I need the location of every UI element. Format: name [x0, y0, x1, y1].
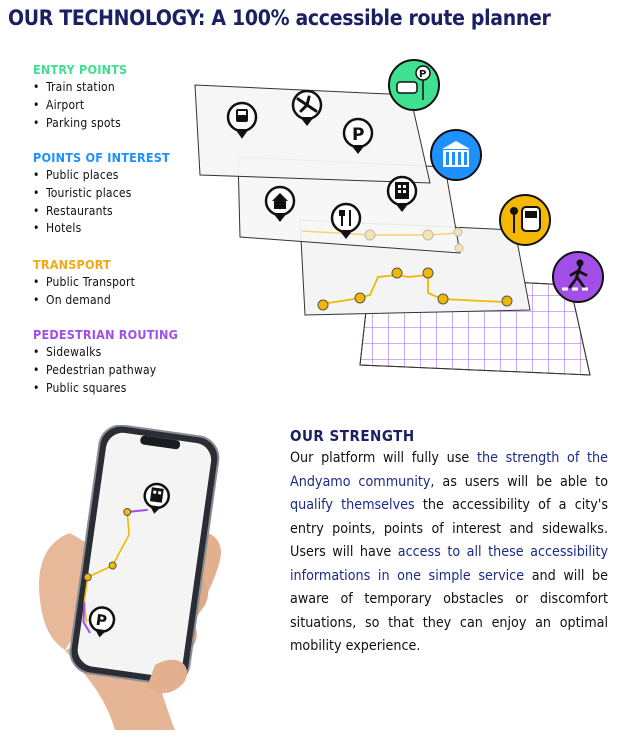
- list-item: • Pedestrian pathway: [33, 362, 178, 380]
- highlight-text: qualify themselves: [290, 497, 415, 513]
- route-point: [438, 294, 448, 304]
- category-entry-points: [33, 62, 127, 132]
- pedestrian-crossing-icon: [553, 252, 603, 302]
- strength-paragraph: [290, 447, 608, 659]
- category-heading: PEDESTRIAN ROUTING: [33, 327, 179, 342]
- category-heading: ENTRY POINTS: [33, 62, 128, 77]
- highlight-text: the strength of the Andyamo community: [290, 450, 608, 490]
- parking-car-icon: [389, 60, 439, 110]
- strength-title: OUR STRENGTH: [290, 427, 415, 445]
- route-point: [423, 268, 433, 278]
- svg-text:P: P: [419, 69, 427, 80]
- layered-map-diagram: [180, 55, 620, 385]
- category-points-of-interest: [33, 150, 170, 238]
- list-item: • Sidewalks: [33, 344, 178, 362]
- route-point: [355, 293, 365, 303]
- list-item: • Restaurants: [33, 203, 170, 221]
- route-point: [318, 300, 328, 310]
- route-point: [84, 573, 92, 581]
- list-item: • Train station: [33, 79, 127, 97]
- phone-illustration: [35, 425, 235, 735]
- text-segment: Our platform will fully use: [290, 450, 477, 466]
- museum-icon: [431, 130, 481, 180]
- category-pedestrian-routing: [33, 327, 178, 397]
- text-segment: , as users will be able to: [430, 473, 608, 490]
- text-segment: and will be aware of temporary obstacles or discomfort situations, so that they can enjoy an optimal mobility experience.: [290, 567, 609, 654]
- category-transport: [33, 257, 135, 310]
- route-point: [109, 562, 117, 570]
- list-item: • On demand: [33, 292, 135, 310]
- bus-stop-icon: [500, 195, 550, 245]
- list-item: • Public places: [33, 167, 170, 185]
- highlight-text: access to all these accessibility informations in one simple service: [290, 544, 608, 584]
- list-item: • Parking spots: [33, 115, 127, 133]
- route-point: [123, 508, 131, 516]
- list-item: • Public squares: [33, 380, 178, 398]
- category-heading: POINTS OF INTEREST: [33, 150, 170, 165]
- list-item: • Airport: [33, 97, 127, 115]
- svg-text:P: P: [352, 125, 365, 145]
- route-point: [502, 296, 512, 306]
- text-segment: the accessibility of a city's entry points, points of interest and sidewalks. Users will have: [290, 497, 608, 560]
- list-item: • Public Transport: [33, 274, 135, 292]
- page-title: OUR TECHNOLOGY: A 100% accessible route planner: [8, 6, 551, 30]
- list-item: • Hotels: [33, 220, 170, 238]
- route-point: [392, 268, 402, 278]
- list-item: • Touristic places: [33, 185, 170, 203]
- svg-text:P: P: [94, 610, 109, 631]
- phone-body: [68, 425, 222, 687]
- category-heading: TRANSPORT: [33, 257, 111, 272]
